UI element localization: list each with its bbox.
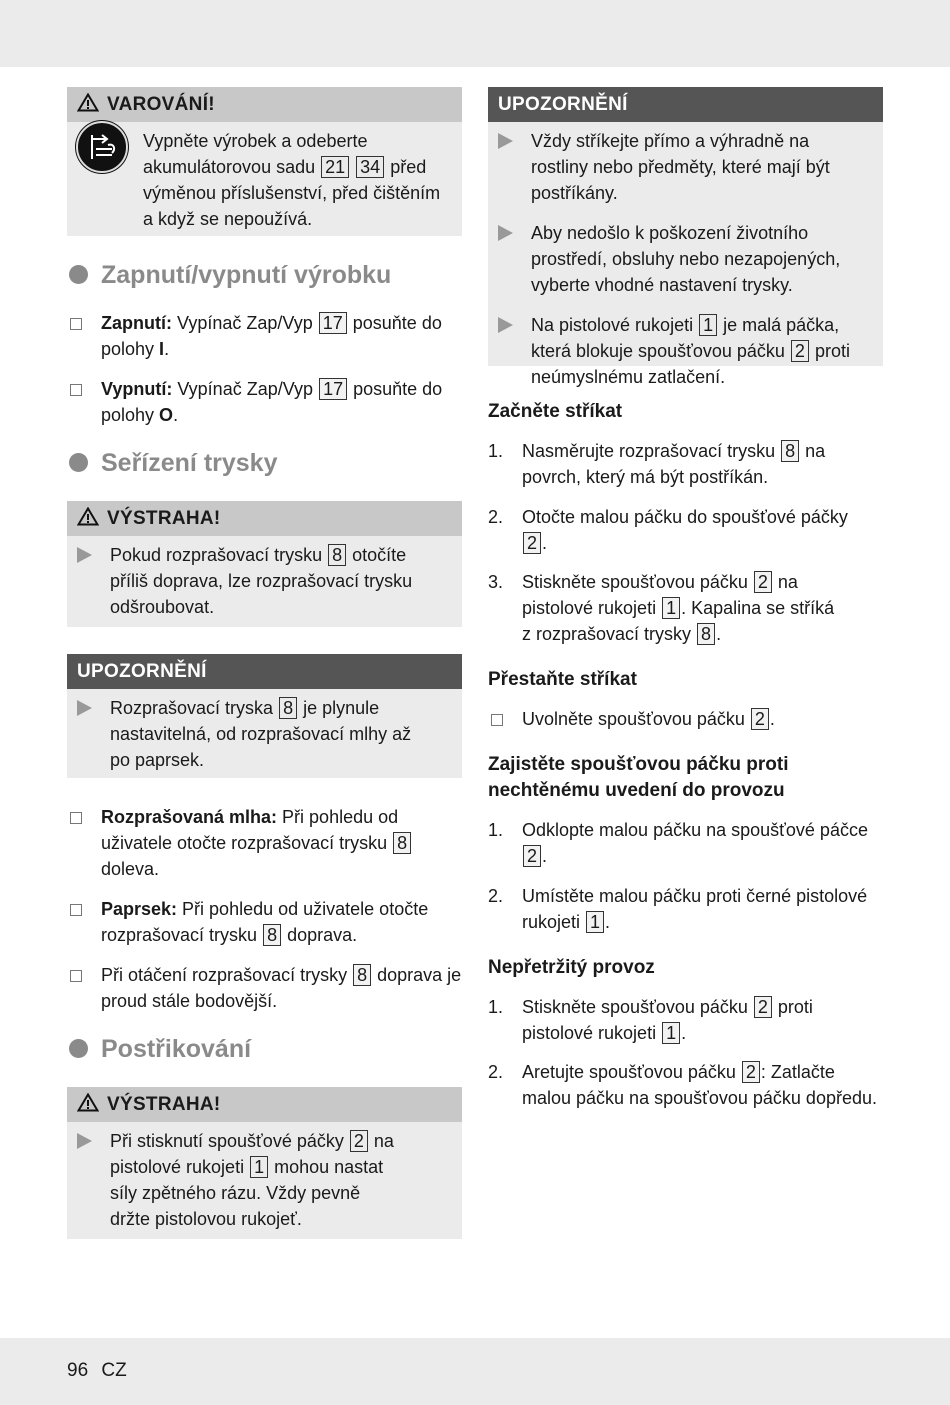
text-span: . [769,709,775,729]
square-bullet-icon [70,384,82,396]
reference-number-box: 8 [353,964,371,986]
warning-text [143,128,455,232]
reference-number-box: 1 [586,911,604,933]
warning-header: VÝSTRAHA! [67,501,462,536]
reference-number-box: 8 [328,544,346,566]
bold-label: Zapnutí: [101,313,172,333]
text-span: Vypínač Zap/Vyp [172,379,319,399]
text-span: Vypínač Zap/Vyp [171,313,318,333]
text-span: Na pistolové rukojeti [531,315,699,335]
reference-number-box: 2 [742,1061,760,1083]
text-span: Umístěte malou páčku proti černé pistolové rukojeti [522,886,868,932]
reference-number-box: 34 [356,156,384,178]
text-span: mohou nastat síly zpětného rázu. Vždy pevně držte pistolovou rukojeť. [110,1157,384,1229]
numbered-step [488,817,873,869]
bold-label: Vypnutí: [101,379,173,399]
step-number: 2. [488,507,504,527]
text-span: Uvolněte spoušťovou páčku [522,709,750,729]
warning-triangle-icon [77,93,99,112]
text-span: je plynule nastavitelná, od rozprašovací mlhy až po paprsek. [110,698,412,770]
page-footer-band [0,1338,950,1405]
reference-number-box: 2 [791,340,809,362]
numbered-step [488,569,848,647]
numbered-step [488,1059,883,1111]
section-heading-zapnuti: Zapnutí/vypnutí výrobku [67,260,391,290]
text-span: Nasměrujte rozprašovací trysku [522,441,781,461]
text-span: Při pohledu od uživatele otočte rozprašovací trysku [101,807,399,853]
list-item-prestante [488,706,882,732]
warning-box-vystraha-1 [67,501,462,627]
reference-number-box: 2 [751,708,769,730]
bold-label: Rozprašovaná mlha: [101,807,278,827]
text-span: . [173,405,179,425]
step-number: 1. [488,441,504,461]
triangle-bullet-icon [498,133,513,149]
section-heading-serizeni: Seřízení trysky [67,448,278,478]
text-span: posuňte do polohy [101,379,443,425]
list-item-vypnuti [67,376,471,428]
page-header-band [0,0,950,67]
warning-title: VAROVÁNÍ! [107,94,215,115]
reference-number-box: 2 [754,571,772,593]
text-span: doprava je proud stále bodovější. [101,965,462,1011]
triangle-bullet-icon [77,1133,92,1149]
reference-number-box: 2 [523,532,541,554]
reference-number-box: 21 [321,156,349,178]
notice-box-upozorneni-2 [488,87,883,387]
notice-body [488,122,868,402]
step-number: 3. [488,572,504,592]
step-number: 1. [488,997,504,1017]
square-bullet-icon [70,318,82,330]
bullet-dot-icon [69,453,88,472]
warning-box-vystraha-2 [67,1087,462,1239]
bold-label: O [159,405,174,425]
list-item-mlha [67,804,471,882]
subheading-zacnete: Začněte stříkat [488,401,623,422]
text-span: . [681,1023,687,1043]
triangle-bullet-icon [77,700,92,716]
text-span: . [542,533,548,553]
warning-body [67,1122,407,1244]
notice-header: UPOZORNĚNÍ [488,87,883,122]
bullet-dot-icon [69,265,88,284]
numbered-step [488,994,883,1046]
text-span: proti pistolové rukojeti [522,997,813,1043]
reference-number-box: 1 [662,597,680,619]
subheading-nepretrzity: Nepřetržitý provoz [488,957,655,978]
text-span: Stiskněte spoušťovou páčku [522,997,753,1017]
text-span: : Zatlačte malou páčku na spoušťovou páčku dopředu. [522,1062,877,1108]
reference-number-box: 17 [319,312,347,334]
reference-number-box: 1 [662,1022,680,1044]
text-span: . [716,624,722,644]
reference-number-box: 8 [781,440,799,462]
numbered-step [488,883,873,935]
text-span: . [164,339,170,359]
warning-header: VÝSTRAHA! [67,1087,462,1122]
text-span [350,157,355,177]
step-number: 1. [488,820,504,840]
remove-battery-icon [76,121,128,173]
bullet-item [77,1128,397,1232]
text-span: posuňte do polohy [101,313,442,359]
section-heading-postrikovani: Postřikování [67,1034,251,1064]
bullet-item [498,128,858,206]
notice-body [67,689,427,785]
text-span: doprava. [282,925,358,945]
reference-number-box: 8 [279,697,297,719]
step-number: 2. [488,886,504,906]
text-span: Rozprašovací tryska [110,698,279,718]
text-span: na pistolové rukojeti [522,572,798,618]
text-span: před výměnou příslušenství, před čištěním a když se nepoužívá. [143,157,441,229]
reference-number-box: 8 [393,832,411,854]
warning-body [67,536,427,632]
subheading-zajistete: Zajistěte spoušťovou páčku proti nechtěnému uvedení do provozu [488,754,789,801]
text-span: Při pohledu od uživatele otočte rozprašovací trysku [101,899,429,945]
reference-number-box: 8 [697,623,715,645]
warning-triangle-icon [77,1093,99,1112]
text-span: . [605,912,611,932]
bullet-dot-icon [69,1039,88,1058]
text-span: je malá páčka, která blokuje spoušťovou páčku [531,315,840,361]
text-span: Stiskněte spoušťovou páčku [522,572,753,592]
warning-header [67,87,462,122]
language-code: CZ [101,1360,127,1381]
numbered-step [488,504,848,556]
notice-box-upozorneni-1 [67,654,462,778]
text-span: Při stisknutí spoušťové páčky [110,1131,349,1151]
warning-box-varovani [67,87,462,236]
text-span: proti neúmyslnému zatlačení. [531,341,850,387]
bold-label: I [159,339,165,359]
text-span: otočíte příliš doprava, lze rozprašovací trysku odšroubovat. [110,545,413,617]
square-bullet-icon [491,714,503,726]
text-span: . [542,846,548,866]
bullet-item [77,695,417,773]
reference-number-box: 2 [754,996,772,1018]
text-span: Vypněte výrobek a odeberte akumulátorovou sadu [143,131,368,177]
text-span: Aretujte spoušťovou páčku [522,1062,741,1082]
list-item-otaceni [67,962,491,1014]
list-item-zapnuti [67,310,471,362]
triangle-bullet-icon [498,317,513,333]
square-bullet-icon [70,812,82,824]
reference-number-box: 2 [350,1130,368,1152]
bullet-item [498,312,858,390]
bullet-item [77,542,417,620]
notice-header: UPOZORNĚNÍ [67,654,462,689]
text-span: Pokud rozprašovací trysku [110,545,328,565]
text-span: Vždy stříkejte přímo a výhradně na rostliny nebo předměty, které mají být postříkány. [531,131,830,203]
square-bullet-icon [70,970,82,982]
text-span: doleva. [101,859,160,879]
subheading-prestante: Přestaňte stříkat [488,669,637,690]
reference-number-box: 1 [250,1156,268,1178]
triangle-bullet-icon [498,225,513,241]
page-footer [67,1360,127,1382]
list-item-paprsek [67,896,481,948]
text-span: Odklopte malou páčku na spoušťové páčce [522,820,868,840]
reference-number-box: 1 [699,314,717,336]
text-span: na povrch, který má být postříkán. [522,441,826,487]
triangle-bullet-icon [77,547,92,563]
reference-number-box: 17 [319,378,347,400]
text-span: na pistolové rukojeti [110,1131,394,1177]
numbered-step [488,438,848,490]
text-span: . Kapalina se stříká z rozprašovací trysky [522,598,835,644]
reference-number-box: 2 [523,845,541,867]
bold-label: Paprsek: [101,899,178,919]
text-span: Aby nedošlo k poškození životního prostředí, obsluhy nebo nezapojených, vyberte vhodné nastavení trysky. [531,223,841,295]
page-number: 96 [67,1360,89,1381]
square-bullet-icon [70,904,82,916]
reference-number-box: 8 [263,924,281,946]
text-span: Otočte malou páčku do spoušťové páčky [522,507,848,527]
step-number: 2. [488,1062,504,1082]
bullet-item [498,220,858,298]
warning-triangle-icon [77,507,99,526]
text-span: Při otáčení rozprašovací trysky [101,965,353,985]
